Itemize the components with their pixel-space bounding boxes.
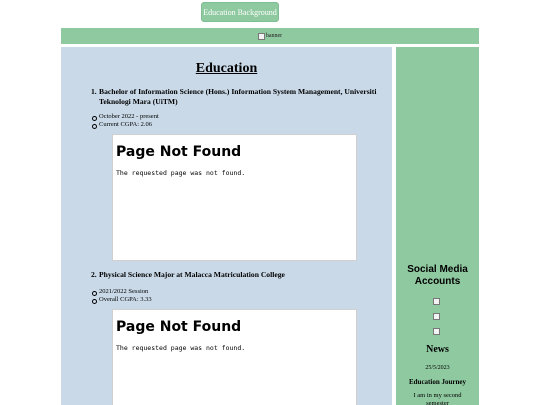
broken-image-icon[interactable] (433, 328, 440, 335)
broken-image-icon[interactable] (433, 313, 440, 320)
embedded-frame[interactable] (112, 309, 357, 405)
list-number: 1. (91, 87, 97, 96)
social-media-title: Social Media Accounts (407, 264, 468, 287)
detail-item: Overall CGPA: 3.33 (91, 296, 152, 304)
education-item-title: Physical Science Major at Malacca Matriculation College (99, 270, 285, 279)
news-date: 25/5/2023 (425, 365, 450, 371)
education-section (61, 47, 392, 405)
page-title: Education (195, 61, 258, 76)
broken-image-icon (258, 33, 265, 40)
news-headline: Education Journey (409, 378, 466, 386)
detail-item: Current CGPA: 2.06 (91, 121, 159, 129)
broken-image-icon[interactable] (433, 298, 440, 305)
education-item-heading (91, 270, 389, 280)
banner-bar (61, 28, 479, 44)
detail-item: 2021/2022 Session (91, 288, 152, 296)
news-title: News (426, 344, 449, 355)
education-item-heading (91, 87, 389, 107)
list-number: 2. (91, 270, 97, 279)
frame-error-message: The requested page was not found. (116, 344, 246, 352)
banner-alt-text: banner (265, 33, 283, 39)
frame-error-title: Page Not Found (116, 319, 242, 335)
sidebar (396, 47, 479, 405)
banner-image (258, 33, 282, 40)
frame-error-message: The requested page was not found. (116, 169, 246, 177)
education-item-title: Bachelor of Information Science (Hons.) Information System Management, Universiti Teknologi Mara (UiTM) (99, 87, 377, 106)
news-body: I am in my second semester (413, 392, 462, 405)
embedded-frame[interactable] (112, 134, 357, 261)
education-background-button[interactable]: Education Background (201, 2, 279, 22)
education-details (91, 113, 159, 129)
frame-error-title: Page Not Found (116, 144, 242, 160)
education-details (91, 288, 152, 304)
detail-item: October 2022 - present (91, 113, 159, 121)
